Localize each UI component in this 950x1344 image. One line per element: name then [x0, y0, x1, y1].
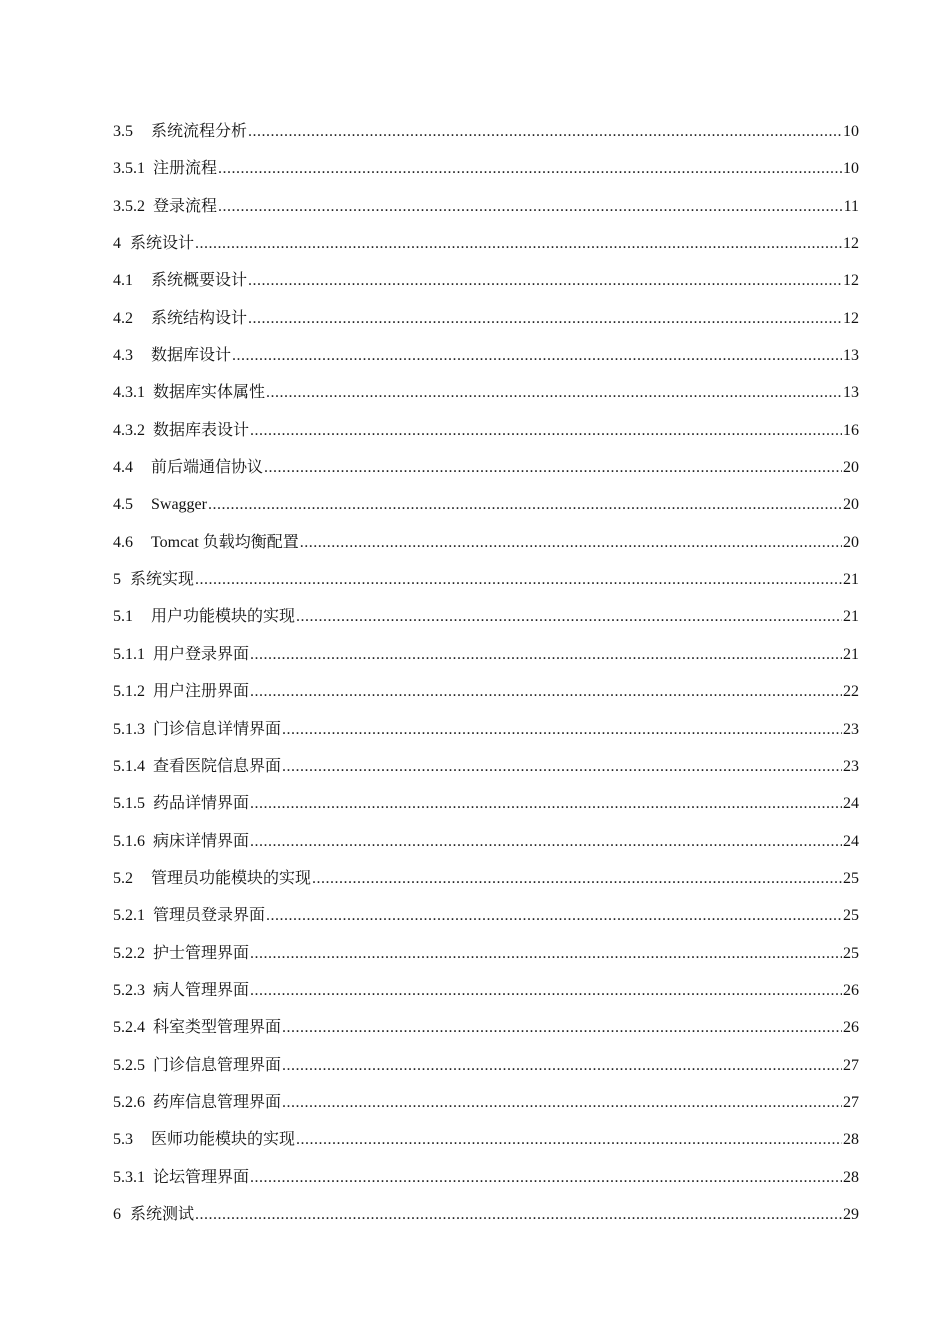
toc-entry-number: 5.3 — [113, 1131, 133, 1149]
toc-entry-number: 4.3.1 — [113, 384, 145, 402]
toc-entry[interactable] — [113, 1014, 859, 1051]
toc-entry-title: 系统实现 — [130, 571, 195, 589]
toc-entry-page-number: 27 — [843, 1056, 859, 1074]
toc-entry[interactable] — [113, 454, 859, 491]
toc-entry-number: 6 — [113, 1205, 121, 1223]
toc-entry-page-number: 13 — [843, 347, 859, 365]
toc-entry-title: Tomcat 负载均衡配置 — [151, 533, 299, 551]
toc-entry-number: 5.1.2 — [113, 683, 145, 701]
toc-entry[interactable] — [113, 865, 859, 902]
toc-entry[interactable] — [113, 902, 859, 939]
toc-entry-number: 5.1 — [113, 608, 133, 626]
toc-dot-leader — [195, 230, 842, 258]
toc-entry[interactable] — [113, 1126, 859, 1163]
toc-entry-page-number: 12 — [843, 272, 859, 290]
toc-entry[interactable] — [113, 1201, 859, 1238]
toc-entry[interactable] — [113, 1052, 859, 1089]
toc-dot-leader — [232, 342, 842, 370]
toc-entry-title: 病床详情界面 — [153, 832, 250, 850]
toc-entry-page-number: 12 — [843, 235, 859, 253]
toc-entry-page-number: 21 — [843, 608, 859, 626]
toc-dot-leader — [218, 193, 843, 221]
toc-entry[interactable] — [113, 491, 859, 528]
toc-entry-page-number: 28 — [843, 1131, 859, 1149]
toc-entry-title: 门诊信息管理界面 — [153, 1056, 282, 1074]
toc-entry[interactable] — [113, 529, 859, 566]
toc-entry-title: 药品详情界面 — [153, 795, 250, 813]
toc-entry-page-number: 25 — [843, 869, 859, 887]
toc-entry-title: 系统测试 — [130, 1205, 195, 1223]
toc-dot-leader — [208, 491, 842, 519]
toc-entry-title: 查看医院信息界面 — [153, 757, 282, 775]
toc-entry-title: Swagger — [151, 496, 207, 514]
toc-dot-leader — [282, 1052, 842, 1080]
toc-dot-leader — [250, 977, 842, 1005]
toc-entry-page-number: 13 — [843, 384, 859, 402]
toc-entry-page-number: 10 — [843, 123, 859, 140]
toc-entry[interactable] — [113, 417, 859, 454]
toc-entry[interactable] — [113, 753, 859, 790]
toc-entry-title: 用户登录界面 — [153, 645, 250, 663]
toc-entry-title: 系统概要设计 — [151, 272, 248, 290]
toc-entry-number: 5.1.4 — [113, 757, 145, 775]
toc-entry-page-number: 26 — [843, 1019, 859, 1037]
toc-entry-page-number: 26 — [843, 981, 859, 999]
toc-entry-page-number: 23 — [843, 720, 859, 738]
toc-entry[interactable] — [113, 155, 859, 192]
toc-dot-leader — [250, 1164, 842, 1192]
toc-entry[interactable] — [113, 790, 859, 827]
toc-entry[interactable] — [113, 603, 859, 640]
toc-entry-number: 5.1.6 — [113, 832, 145, 850]
toc-entry-title: 前后端通信协议 — [151, 459, 264, 477]
toc-entry-number: 5.2.2 — [113, 944, 145, 962]
toc-dot-leader — [250, 641, 842, 669]
toc-entry-title: 论坛管理界面 — [153, 1168, 250, 1186]
toc-dot-leader — [250, 790, 842, 818]
toc-entry-title: 科室类型管理界面 — [153, 1019, 282, 1037]
toc-dot-leader — [312, 865, 842, 893]
toc-entry-number: 4 — [113, 235, 121, 253]
toc-dot-leader — [296, 1126, 842, 1154]
toc-entry-number: 4.6 — [113, 533, 133, 551]
toc-entry[interactable] — [113, 193, 859, 230]
toc-dot-leader — [282, 753, 842, 781]
toc-entry[interactable] — [113, 940, 859, 977]
toc-entry-page-number: 27 — [843, 1093, 859, 1111]
toc-entry-number: 3.5 — [113, 123, 133, 140]
toc-entry-number: 4.5 — [113, 496, 133, 514]
toc-entry-page-number: 28 — [843, 1168, 859, 1186]
toc-dot-leader — [195, 1201, 842, 1229]
toc-dot-leader — [264, 454, 842, 482]
toc-entry[interactable] — [113, 379, 859, 416]
toc-dot-leader — [248, 305, 842, 333]
toc-entry-title: 注册流程 — [153, 160, 218, 178]
toc-dot-leader — [248, 118, 842, 146]
toc-entry[interactable] — [113, 118, 859, 155]
toc-entry[interactable] — [113, 678, 859, 715]
toc-entry-number: 5.2.3 — [113, 981, 145, 999]
toc-entry-page-number: 12 — [843, 309, 859, 327]
toc-entry-page-number: 10 — [843, 160, 859, 178]
toc-entry-page-number: 21 — [843, 571, 859, 589]
toc-entry[interactable] — [113, 230, 859, 267]
toc-entry-number: 5.1.5 — [113, 795, 145, 813]
toc-entry-page-number: 24 — [843, 795, 859, 813]
toc-entry-title: 医师功能模块的实现 — [151, 1131, 296, 1149]
toc-entry-page-number: 16 — [843, 421, 859, 439]
toc-entry-title: 系统设计 — [130, 235, 195, 253]
toc-entry-title: 药库信息管理界面 — [153, 1093, 282, 1111]
toc-dot-leader — [282, 1014, 842, 1042]
toc-dot-leader — [296, 603, 842, 631]
toc-entry-number: 5 — [113, 571, 121, 589]
toc-entry-page-number: 22 — [843, 683, 859, 701]
toc-entry-number: 4.4 — [113, 459, 133, 477]
toc-entry-number: 5.2.5 — [113, 1056, 145, 1074]
toc-dot-leader — [248, 267, 842, 295]
toc-entry[interactable] — [113, 716, 859, 753]
toc-entry-page-number: 21 — [843, 645, 859, 663]
toc-entry-title: 系统流程分析 — [151, 123, 248, 140]
toc-entry-title: 管理员功能模块的实现 — [151, 869, 312, 887]
toc-dot-leader — [300, 529, 842, 557]
toc-dot-leader — [282, 1089, 842, 1117]
toc-entry[interactable] — [113, 566, 859, 603]
toc-dot-leader — [195, 566, 842, 594]
toc-entry-title: 登录流程 — [153, 197, 218, 215]
toc-dot-leader — [266, 379, 842, 407]
toc-entry-title: 数据库实体属性 — [153, 384, 266, 402]
toc-entry-title: 数据库表设计 — [153, 421, 250, 439]
toc-dot-leader — [250, 828, 842, 856]
toc-entry[interactable] — [113, 305, 859, 342]
toc-entry[interactable] — [113, 828, 859, 865]
toc-entry-page-number: 25 — [843, 907, 859, 925]
toc-entry-page-number: 23 — [843, 757, 859, 775]
toc-entry-title: 护士管理界面 — [153, 944, 250, 962]
toc-entry-number: 5.2 — [113, 869, 133, 887]
toc-entry[interactable] — [113, 267, 859, 304]
toc-entry-title: 病人管理界面 — [153, 981, 250, 999]
toc-entry-number: 4.3 — [113, 347, 133, 365]
toc-entry-number: 4.1 — [113, 272, 133, 290]
toc-entry-number: 4.2 — [113, 309, 133, 327]
table-of-contents — [113, 118, 859, 1238]
toc-entry-title: 用户功能模块的实现 — [151, 608, 296, 626]
toc-entry-number: 4.3.2 — [113, 421, 145, 439]
toc-entry-number: 3.5.1 — [113, 160, 145, 178]
toc-entry-number: 5.1.3 — [113, 720, 145, 738]
toc-entry-number: 5.1.1 — [113, 645, 145, 663]
toc-dot-leader — [218, 155, 842, 183]
toc-entry[interactable] — [113, 1089, 859, 1126]
toc-dot-leader — [266, 902, 842, 930]
toc-entry-page-number: 20 — [843, 496, 859, 514]
toc-dot-leader — [250, 417, 842, 445]
toc-entry-page-number: 20 — [843, 459, 859, 477]
toc-entry-page-number: 25 — [843, 944, 859, 962]
toc-entry-page-number: 24 — [843, 832, 859, 850]
toc-entry-page-number: 29 — [843, 1205, 859, 1223]
toc-entry-number: 5.2.6 — [113, 1093, 145, 1111]
toc-entry-title: 用户注册界面 — [153, 683, 250, 701]
toc-entry-title: 数据库设计 — [151, 347, 232, 365]
toc-entry-number: 3.5.2 — [113, 197, 145, 215]
toc-dot-leader — [282, 716, 842, 744]
toc-entry-title: 系统结构设计 — [151, 309, 248, 327]
toc-entry-number: 5.3.1 — [113, 1168, 145, 1186]
toc-entry-page-number: 11 — [843, 197, 859, 215]
toc-entry[interactable] — [113, 641, 859, 678]
toc-entry-number: 5.2.1 — [113, 907, 145, 925]
toc-entry-title: 管理员登录界面 — [153, 907, 266, 925]
toc-dot-leader — [250, 940, 842, 968]
toc-entry[interactable] — [113, 1164, 859, 1201]
toc-entry[interactable] — [113, 342, 859, 379]
toc-entry-number: 5.2.4 — [113, 1019, 145, 1037]
toc-entry[interactable] — [113, 977, 859, 1014]
toc-entry-page-number: 20 — [843, 533, 859, 551]
toc-entry-title: 门诊信息详情界面 — [153, 720, 282, 738]
toc-dot-leader — [250, 678, 842, 706]
